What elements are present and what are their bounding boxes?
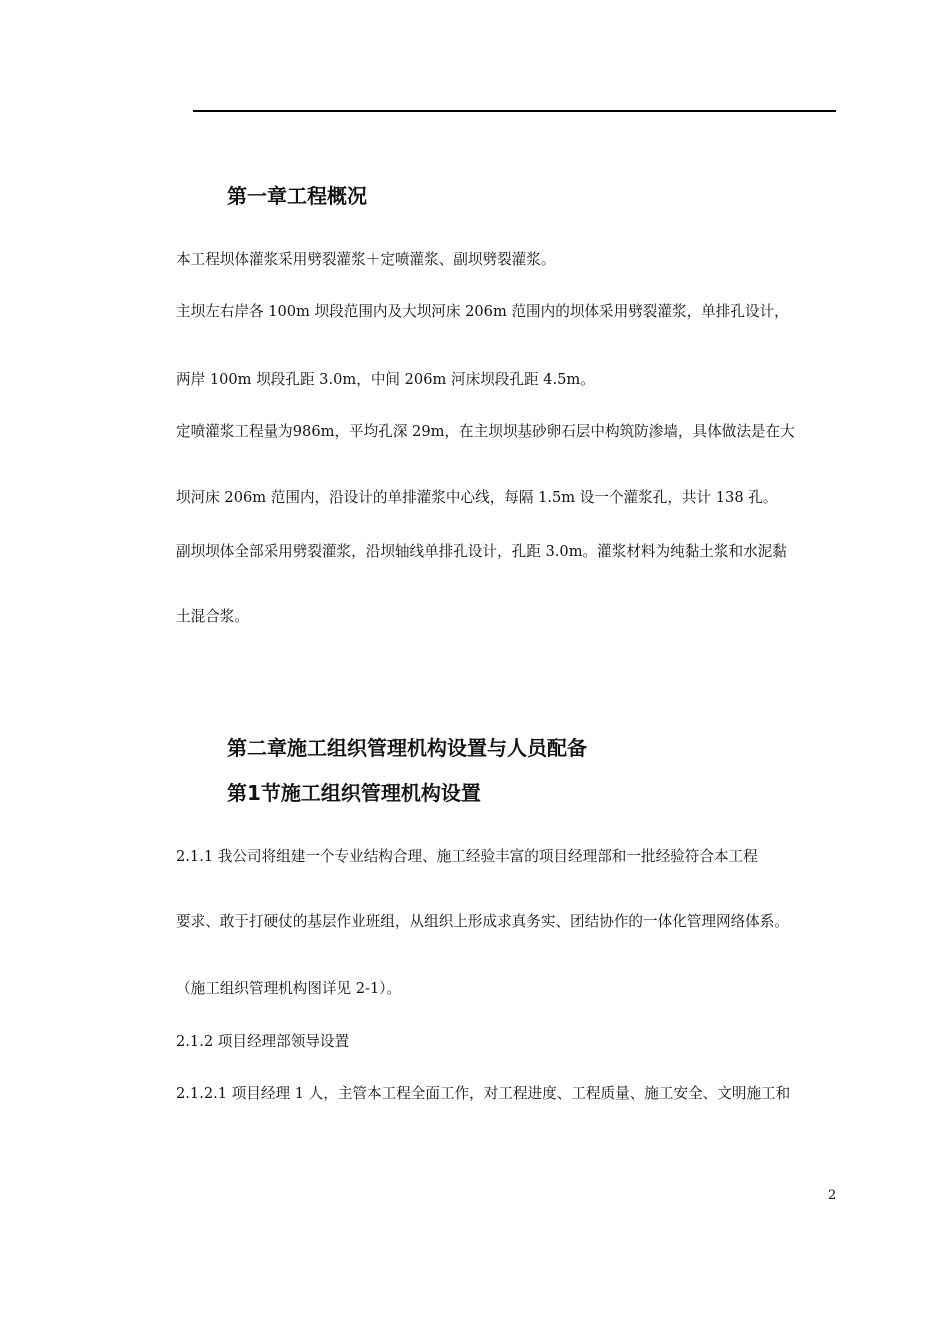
page-number: 2 [828,1188,837,1203]
chapter-1-line-1: 本工程坝体灌浆采用劈裂灌浆＋定喷灌浆、副坝劈裂灌浆。 [176,251,556,268]
chapter-1-heading: 第一章工程概况 [227,184,367,208]
chapter-2-line-5: 2.1.2.1 项目经理 1 人，主管本工程全面工作，对工程进度、工程质量、施工安全、文明施工和 [176,1085,791,1102]
chapter-1-line-7: 土混合浆。 [176,608,249,625]
section-1-heading: 第1节施工组织管理机构设置 [227,781,481,805]
chapter-2-line-2: 要求、敢于打硬仗的基层作业班组，从组织上形成求真务实、团结协作的一体化管理网络体系。 [176,913,789,930]
chapter-1-line-2: 主坝左右岸各 100m 坝段范围内及大坝河床 206m 范围内的坝体采用劈裂灌浆，单排孔设计， [176,303,789,320]
chapter-1-line-4: 定喷灌浆工程量为986m，平均孔深 29m，在主坝坝基砂卵石层中构筑防渗墙，具体做法是在大 [176,423,795,440]
chapter-2-heading: 第二章施工组织管理机构设置与人员配备 [227,736,587,760]
chapter-2-line-1: 2.1.1 我公司将组建一个专业结构合理、施工经验丰富的项目经理部和一批经验符合本工程 [176,848,758,865]
chapter-1-line-3: 两岸 100m 坝段孔距 3.0m，中间 206m 河床坝段孔距 4.5m。 [176,371,595,388]
chapter-2-line-3: （施工组织管理机构图详见 2-1）。 [176,980,402,997]
chapter-1-line-6: 副坝坝体全部采用劈裂灌浆，沿坝轴线单排孔设计，孔距 3.0m。灌浆材料为纯黏土浆和水泥黏 [176,543,787,560]
header-rule [193,110,836,112]
chapter-1-line-5: 坝河床 206m 范围内，沿设计的单排灌浆中心线，每隔 1.5m 设一个灌浆孔，共计 138 孔。 [176,489,778,506]
chapter-2-line-4: 2.1.2 项目经理部领导设置 [176,1033,350,1050]
